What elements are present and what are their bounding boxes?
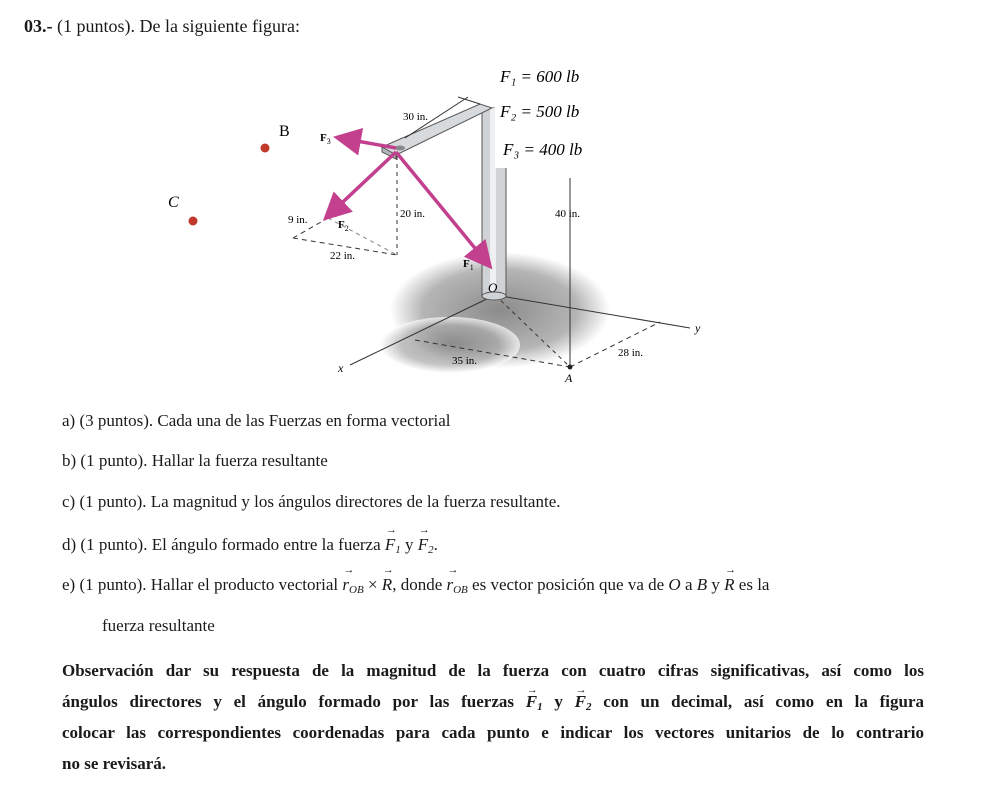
force-f1-label: F — [463, 258, 470, 270]
question-e-continuation: fuerza resultante — [102, 616, 215, 635]
question-e-end: es la — [738, 575, 770, 594]
point-a-label: A — [565, 371, 573, 385]
dim-20: 20 in. — [400, 208, 426, 220]
force-f3-arrow — [340, 138, 396, 148]
dim-35: 35 in. — [452, 355, 478, 367]
vector-f2: → F — [418, 535, 428, 555]
question-d — [62, 535, 438, 556]
dim-22: 22 in. — [330, 250, 356, 262]
question-a: a) (3 puntos). Cada una de las Fuerzas en forma vectorial — [62, 411, 451, 430]
force-f2-label: F — [338, 219, 345, 231]
point-a — [568, 365, 573, 370]
point-b-label: B — [279, 123, 290, 140]
force-f1-sub: 1 — [469, 263, 474, 272]
dim-28: 28 in. — [618, 347, 644, 359]
vector-f2-sub: 2 — [428, 544, 434, 556]
force-value-f1: F₁ = 600 lb — [500, 67, 580, 86]
observation-line-3: colocar las correspondientes coordenadas para cada punto e indicar los vectores unitarios de lo contrario — [62, 723, 924, 742]
x-axis-label: x — [338, 361, 344, 375]
question-e-y: y — [711, 575, 720, 594]
obs-vector-f1: → F — [526, 686, 537, 717]
vector-f1-sub: 1 — [395, 544, 401, 556]
vector-r-ob-2-sub: OB — [453, 584, 468, 596]
problem-number: 03.- — [24, 16, 53, 36]
force-f2-arrow — [328, 152, 396, 216]
problem-statement: (1 puntos). De la siguiente figura: — [57, 16, 300, 36]
question-c: c) (1 punto). La magnitud y los ángulos directores de la fuerza resultante. — [62, 492, 561, 511]
observation-line-2-y: y — [554, 692, 563, 711]
force-value-f3: F₃ = 400 lb — [503, 140, 583, 159]
obs-vector-f2: → F — [575, 686, 586, 717]
svg-text:F3 — [320, 132, 331, 146]
dim-9: 9 in. — [288, 214, 308, 226]
question-e-mid2: es vector posición que va de — [472, 575, 665, 594]
point-c-label: C — [168, 194, 179, 211]
vector-r: → R — [382, 575, 392, 595]
question-e-mid1: , donde — [392, 575, 443, 594]
observation-line-1: Observación dar su respuesta de la magnitud de la fuerza con cuatro cifras significativas, así como los — [62, 661, 924, 680]
force-f2-sub: 2 — [344, 224, 349, 233]
dim-40: 40 in. — [555, 208, 581, 220]
vector-r-ob-2: → r — [446, 575, 453, 595]
point-b-text: B — [696, 575, 708, 594]
question-d-and: y — [405, 535, 414, 554]
question-b: b) (1 punto). Hallar la fuerza resultante — [62, 451, 328, 470]
point-b — [261, 144, 270, 153]
point-o-label: O — [488, 280, 498, 295]
question-d-prefix: d) (1 punto). El ángulo formado entre la fuerza — [62, 535, 381, 554]
point-o-text: O — [668, 575, 681, 594]
force-f3-sub: 3 — [326, 137, 331, 146]
question-d-end: . — [433, 535, 438, 554]
question-e-prefix: e) (1 punto). Hallar el producto vectorial — [62, 575, 339, 594]
vector-r-ob-sub: OB — [349, 584, 364, 596]
obs-vector-f1-sub: 1 — [537, 701, 543, 713]
obs-vector-f2-sub: 2 — [585, 701, 592, 713]
vector-r-2: → R — [724, 575, 734, 595]
problem-title — [24, 16, 300, 37]
statics-figure — [150, 60, 701, 390]
observation-line-2b: con un decimal, así como en la figura — [603, 692, 925, 711]
vector-f1: → F — [385, 535, 395, 555]
y-axis-label: y — [695, 321, 701, 335]
observation-line-2a: ángulos directores y el ángulo formado por las fuerzas — [62, 692, 514, 711]
dim-30: 30 in. — [403, 111, 429, 123]
observation-line-2 — [62, 686, 924, 717]
observation — [62, 655, 924, 779]
point-c — [189, 217, 198, 226]
force-value-f2: F₂ = 500 lb — [500, 102, 580, 121]
observation-line-4: no se revisará. — [62, 754, 167, 773]
question-e-a: a — [684, 575, 693, 594]
question-e — [62, 575, 769, 596]
vector-r-ob: → r — [342, 575, 349, 595]
svg-text:F2 — [338, 219, 349, 233]
force-f3-label: F — [320, 132, 327, 144]
cross-symbol: × — [367, 575, 378, 594]
